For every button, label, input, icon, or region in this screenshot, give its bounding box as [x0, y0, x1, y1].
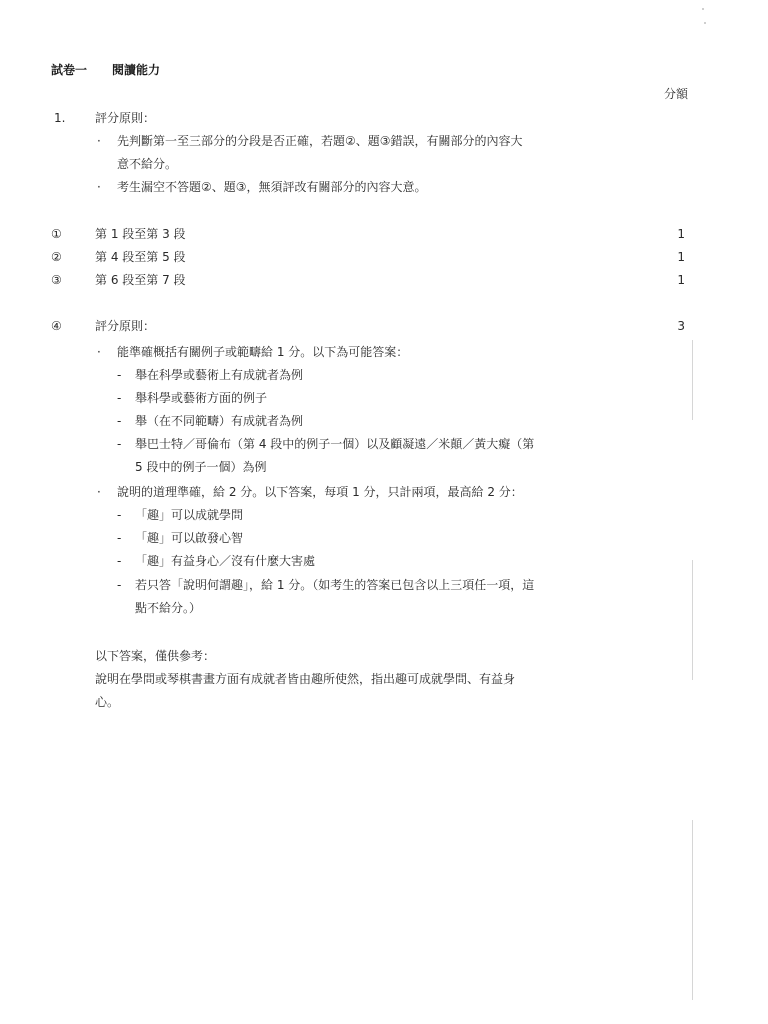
dash-icon: -: [117, 414, 122, 428]
scan-artifact: [692, 560, 693, 680]
part-text: 第 6 段至第 7 段: [95, 273, 186, 287]
dash-icon: -: [117, 391, 122, 405]
dash-icon: -: [117, 437, 122, 451]
reference-text: 說明在學問或琴棋書畫方面有成就者皆由趣所使然，指出趣可成就學問、有益身: [95, 672, 516, 686]
part-text: 第 1 段至第 3 段: [95, 227, 186, 241]
answer-item: 舉科學或藝術方面的例子: [135, 391, 268, 405]
part-label: ③: [51, 273, 62, 287]
part-text: 第 4 段至第 5 段: [95, 250, 186, 264]
reference-heading: 以下答案，僅供參考：: [95, 649, 216, 663]
answer-item: 舉（在不同範疇）有成就者為例: [135, 414, 304, 428]
dash-icon: -: [117, 578, 122, 592]
dash-icon: -: [117, 531, 122, 545]
answer-item: 「趣」可以啟發心智: [135, 531, 244, 545]
scan-artifact: [704, 22, 706, 24]
part-label: ①: [51, 227, 62, 241]
reference-text: 心。: [95, 695, 120, 709]
part4-heading: 評分原則：: [95, 319, 156, 333]
principle-line: 先判斷第一至三部分的分段是否正確，若題②、題③錯誤，有關部分的內容大: [117, 134, 523, 148]
bullet-icon: ·: [97, 134, 101, 148]
answer-item: 舉巴士特／哥倫布（第 4 段中的例子一個）以及顧凝遠／米顛／黃大癡（第: [135, 437, 535, 451]
bullet-icon: ·: [97, 180, 101, 194]
answer-item: 若只答「說明何謂趣」，給 1 分。（如考生的答案已包含以上三項任一項，這: [135, 578, 535, 592]
part-label: ④: [51, 319, 62, 333]
part-mark: 3: [677, 319, 685, 333]
paper-label: 試卷一: [51, 63, 88, 77]
section-title: 閱讀能力: [112, 63, 161, 77]
dash-icon: -: [117, 508, 122, 522]
part-mark: 1: [677, 250, 685, 264]
answer-item: 點不給分。）: [135, 601, 202, 615]
scan-artifact: [692, 820, 693, 1000]
part-mark: 1: [677, 273, 685, 287]
answer-item: 「趣」有益身心／沒有什麼大害處: [135, 554, 316, 568]
bullet-icon: ·: [97, 345, 101, 359]
answer-item: 5 段中的例子一個）為例: [135, 460, 267, 474]
principle-line: 意不給分。: [117, 157, 178, 171]
part-mark: 1: [677, 227, 685, 241]
answer-item: 「趣」可以成就學問: [135, 508, 244, 522]
bullet-icon: ·: [97, 485, 101, 499]
scan-artifact: [692, 340, 693, 420]
dash-icon: -: [117, 368, 122, 382]
question-number: 1.: [54, 111, 66, 125]
marks-heading: 分額: [664, 87, 689, 101]
criterion-text: 說明的道理準確，給 2 分。以下答案，每項 1 分，只計兩項，最高給 2 分：: [117, 485, 523, 499]
principle-line: 考生漏空不答題②、題③，無須評改有關部分的內容大意。: [117, 180, 427, 194]
criterion-text: 能準確概括有關例子或範疇給 1 分。以下為可能答案：: [117, 345, 409, 359]
dash-icon: -: [117, 554, 122, 568]
scan-artifact: [702, 8, 704, 10]
principles-heading: 評分原則：: [95, 111, 156, 125]
answer-item: 舉在科學或藝術上有成就者為例: [135, 368, 304, 382]
part-label: ②: [51, 250, 62, 264]
